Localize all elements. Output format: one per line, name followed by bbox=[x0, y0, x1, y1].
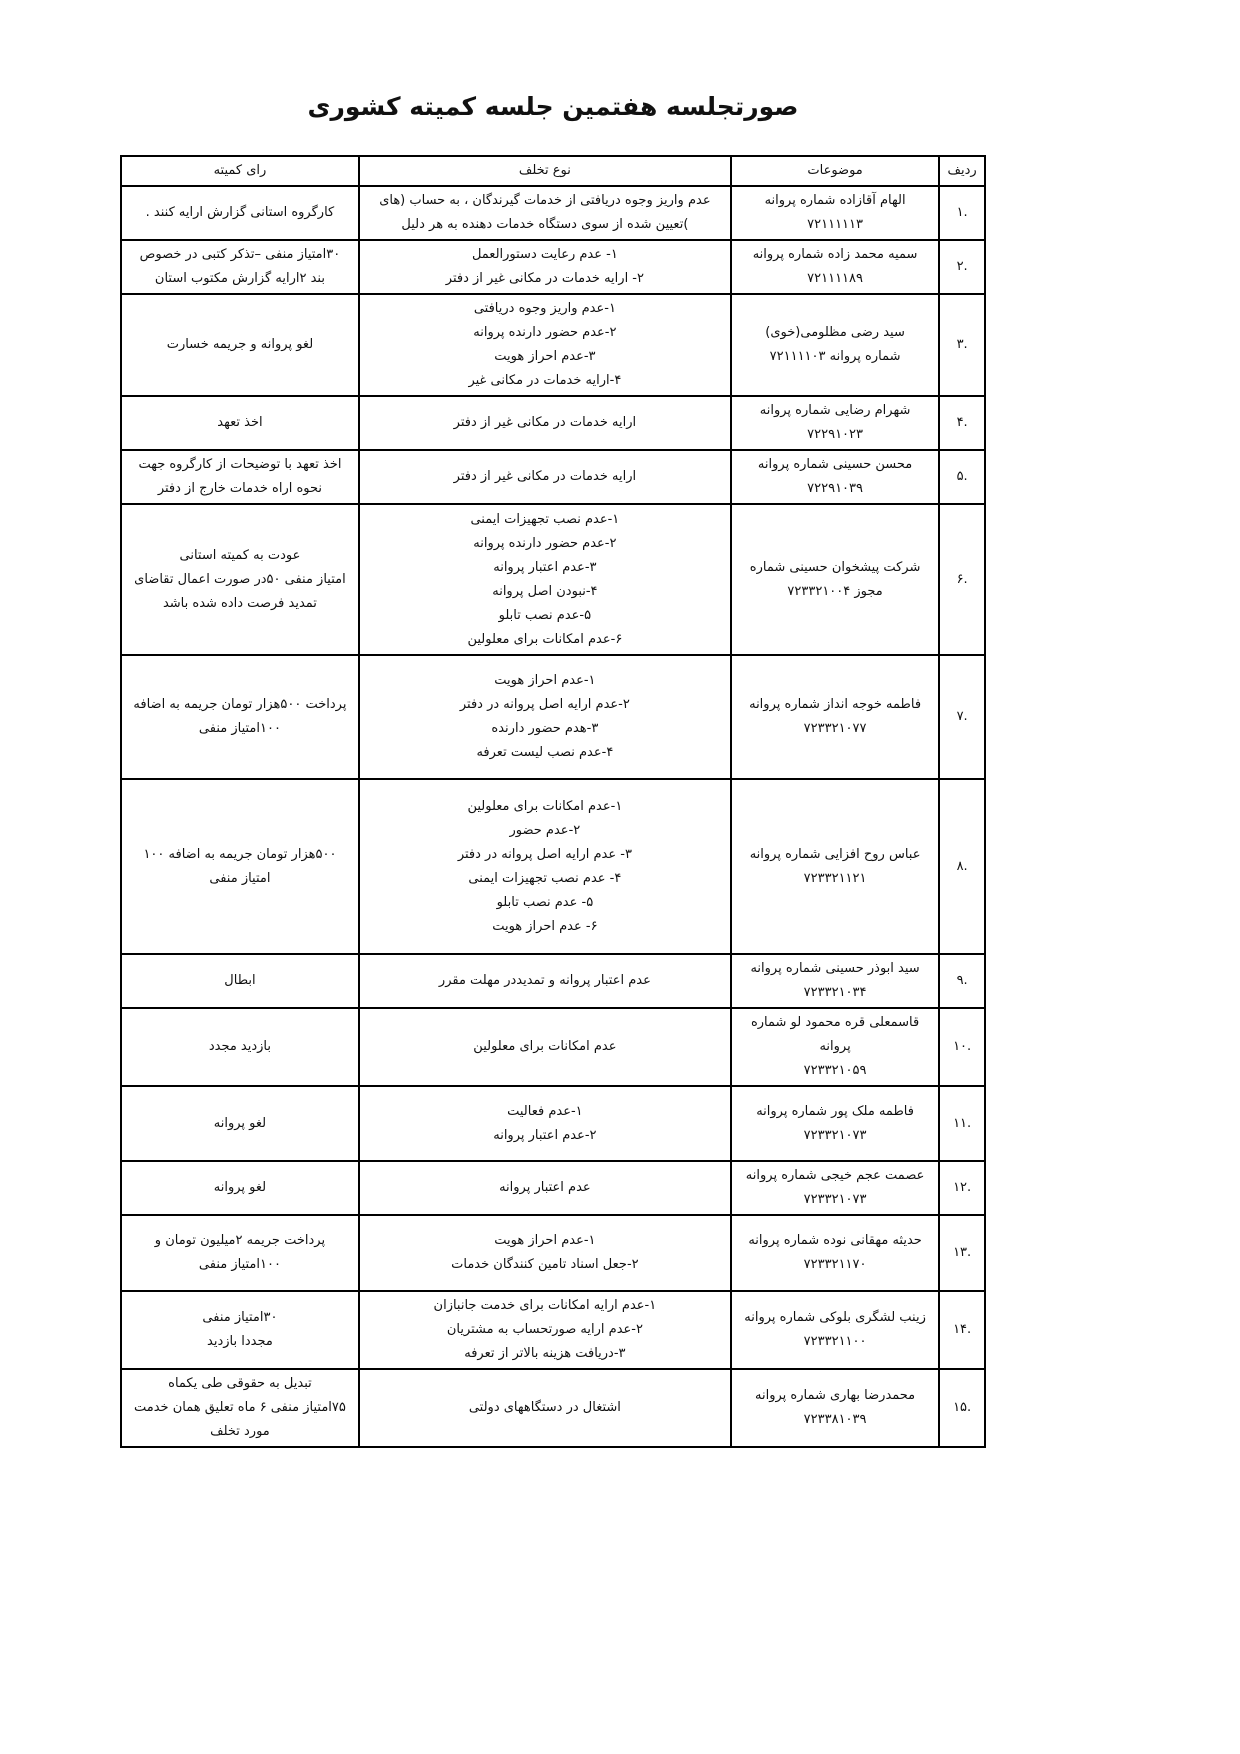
cell-index bbox=[939, 294, 985, 396]
cell-index bbox=[939, 1215, 985, 1291]
table-row bbox=[121, 504, 985, 655]
cell-decision bbox=[121, 1086, 359, 1161]
violation-line: ارایه خدمات در مکانی غیر از دفتر bbox=[453, 469, 637, 484]
decision-line: کارگروه استانی گزارش ارایه کنند . bbox=[145, 205, 335, 220]
cell-violation bbox=[359, 1369, 731, 1447]
cell-subject bbox=[731, 450, 939, 504]
decision-line: ۱۰۰امتیاز منفی bbox=[198, 721, 281, 736]
violation-line: ۲-عدم ارایه اصل پروانه در دفتر bbox=[459, 697, 630, 712]
subject-line: شهرام رضایی شماره پروانه bbox=[759, 403, 911, 418]
row-number: .۷ bbox=[956, 709, 968, 724]
page-title: صورتجلسه هفتمین جلسه کمیته کشوری bbox=[307, 92, 799, 121]
decision-line: مورد تخلف bbox=[210, 1424, 270, 1439]
cell-violation bbox=[359, 779, 731, 954]
decision-line: ۳۰امتیاز منفی –تذکر کتبی در خصوص bbox=[139, 247, 341, 262]
cell-violation bbox=[359, 1291, 731, 1369]
cell-decision bbox=[121, 1161, 359, 1215]
decision-line: اخذ تعهد bbox=[217, 415, 263, 430]
cell-violation bbox=[359, 655, 731, 779]
decision-line: ۳۰امتیاز منفی bbox=[202, 1310, 278, 1325]
table-row bbox=[121, 240, 985, 294]
subject-line: عباس روح افزایی شماره پروانه bbox=[749, 846, 921, 862]
row-number: .۱۳ bbox=[953, 1245, 972, 1260]
decision-line: اخذ تعهد با توضیحات از کارگروه جهت bbox=[138, 457, 342, 472]
cell-subject bbox=[731, 1215, 939, 1291]
cell-index bbox=[939, 1086, 985, 1161]
row-number: .۱۱ bbox=[953, 1115, 972, 1131]
row-number: .۱۲ bbox=[953, 1180, 972, 1195]
violation-line: ۵-عدم نصب تابلو bbox=[498, 607, 592, 623]
decision-line: بند ۲ارایه گزارش مکتوب استان bbox=[154, 271, 325, 286]
violation-line: ۳-عدم احراز هویت bbox=[494, 349, 596, 364]
decision-line: لغو پروانه bbox=[213, 1180, 267, 1195]
violation-line: ۱-عدم ارایه امکانات برای خدمت جانبازان bbox=[433, 1298, 657, 1313]
cell-violation bbox=[359, 1161, 731, 1215]
decision-line: لغو پروانه و جریمه خسارت bbox=[166, 337, 314, 352]
subject-line: الهام آقازاده شماره پروانه bbox=[764, 193, 906, 208]
subject-line: سید ابوذر حسینی شماره پروانه bbox=[750, 961, 920, 976]
violation-line: ۲-عدم حضور bbox=[509, 822, 581, 838]
decision-line: ۷۵امتیاز منفی ۶ ماه تعلیق همان خدمت bbox=[133, 1400, 346, 1415]
cell-decision bbox=[121, 396, 359, 450]
cell-subject bbox=[731, 1369, 939, 1447]
cell-subject bbox=[731, 1086, 939, 1161]
decision-line: تمدید فرصت داده شده باشد bbox=[162, 595, 317, 611]
cell-decision bbox=[121, 1215, 359, 1291]
violation-line: ۳- عدم ارایه اصل پروانه در دفتر bbox=[457, 846, 632, 862]
header-index: ردیف bbox=[939, 156, 985, 186]
cell-violation bbox=[359, 186, 731, 240]
subject-line: ۷۲۱۱۱۱۸۹ bbox=[807, 271, 863, 286]
cell-subject bbox=[731, 954, 939, 1008]
table-row bbox=[121, 450, 985, 504]
table-row bbox=[121, 1369, 985, 1447]
subject-line: ۷۲۳۳۲۱۱۲۱ bbox=[803, 870, 867, 886]
cell-subject bbox=[731, 1008, 939, 1086]
cell-subject bbox=[731, 504, 939, 655]
violation-line: ۱-عدم نصب تجهیزات ایمنی bbox=[470, 511, 620, 527]
subject-line: ۷۲۳۳۲۱۰۷۳ bbox=[803, 1127, 867, 1143]
violation-line: ۴-ارایه خدمات در مکانی غیر bbox=[468, 373, 622, 388]
violation-line: )تعیین شده از سوی دستگاه خدمات دهنده به هر دلیل bbox=[401, 217, 689, 232]
cell-decision bbox=[121, 240, 359, 294]
row-number: .۹ bbox=[956, 973, 968, 988]
violation-line: ۴- عدم نصب تجهیزات ایمنی bbox=[468, 870, 622, 886]
table-row bbox=[121, 1291, 985, 1369]
subject-line: ۷۲۳۳۲۱۰۵۹ bbox=[803, 1063, 867, 1078]
table-row bbox=[121, 186, 985, 240]
cell-index bbox=[939, 186, 985, 240]
cell-decision bbox=[121, 450, 359, 504]
violation-line: ۲- ارایه خدمات در مکانی غیر از دفتر bbox=[445, 271, 644, 286]
violation-line: ۶-عدم امکانات برای معلولین bbox=[467, 631, 623, 647]
cell-decision bbox=[121, 954, 359, 1008]
violation-line: ۴-عدم نصب لیست تعرفه bbox=[476, 745, 614, 760]
subject-line: ۷۲۳۳۸۱۰۳۹ bbox=[803, 1412, 867, 1427]
violation-line: ۱-عدم امکانات برای معلولین bbox=[467, 798, 623, 814]
cell-decision bbox=[121, 1369, 359, 1447]
row-number: .۱ bbox=[956, 205, 968, 220]
decision-line: امتیاز منفی bbox=[209, 870, 271, 886]
violation-line: ۱-عدم واریز وجوه دریافتی bbox=[473, 301, 616, 316]
subject-line: شماره پروانه ۷۲۱۱۱۱۰۳ bbox=[769, 349, 901, 364]
table-row bbox=[121, 1008, 985, 1086]
cell-decision bbox=[121, 294, 359, 396]
decision-line: لغو پروانه bbox=[213, 1115, 267, 1131]
cell-subject bbox=[731, 655, 939, 779]
violation-line: ۳-عدم اعتبار پروانه bbox=[493, 559, 597, 575]
violation-line: ۲-عدم ارایه صورتحساب به مشتریان bbox=[446, 1322, 643, 1337]
violation-line: ۶- عدم احراز هویت bbox=[492, 918, 598, 934]
table-row bbox=[121, 294, 985, 396]
cell-subject bbox=[731, 294, 939, 396]
cell-violation bbox=[359, 1086, 731, 1161]
cell-index bbox=[939, 954, 985, 1008]
violation-line: ۲-عدم اعتبار پروانه bbox=[493, 1127, 597, 1143]
header-violation: نوع تخلف bbox=[359, 156, 731, 186]
subject-line: فاطمه خوجه انداز شماره پروانه bbox=[749, 697, 922, 712]
decision-line: مجددا بازدید bbox=[207, 1334, 273, 1349]
cell-index bbox=[939, 1369, 985, 1447]
cell-index bbox=[939, 396, 985, 450]
subject-line: سید رضی مظلومی(خوی) bbox=[765, 325, 905, 340]
cell-subject bbox=[731, 240, 939, 294]
cell-violation bbox=[359, 1008, 731, 1086]
cell-index bbox=[939, 240, 985, 294]
row-number: .۳ bbox=[956, 337, 968, 352]
subject-line: محمدرضا بهاری شماره پروانه bbox=[755, 1388, 916, 1403]
subject-line: حدیثه مهقانی نوده شماره پروانه bbox=[748, 1233, 922, 1248]
cell-violation bbox=[359, 504, 731, 655]
subject-line: ۷۲۱۱۱۱۱۳ bbox=[807, 217, 863, 232]
subject-line: ۷۲۳۳۲۱۱۷۰ bbox=[803, 1257, 867, 1272]
table-row bbox=[121, 779, 985, 954]
cell-decision bbox=[121, 186, 359, 240]
violation-line: ۱-عدم احراز هویت bbox=[494, 1233, 596, 1248]
violation-line: عدم واریز وجوه دریافتی از خدمات گیرندگان ، به حساب (های bbox=[379, 193, 711, 208]
table-row bbox=[121, 1161, 985, 1215]
cell-index bbox=[939, 1291, 985, 1369]
decision-line: پرداخت ۵۰۰هزار تومان جریمه به اضافه bbox=[133, 697, 347, 712]
cell-index bbox=[939, 779, 985, 954]
cell-violation bbox=[359, 294, 731, 396]
violation-line: عدم امکانات برای معلولین bbox=[473, 1039, 617, 1054]
table-row bbox=[121, 396, 985, 450]
subject-line: ۷۲۳۳۲۱۰۷۳ bbox=[803, 1192, 867, 1207]
subject-line: ۷۲۲۹۱۰۲۳ bbox=[807, 427, 863, 442]
violation-line: ۳-دریافت هزینه بالاتر از تعرفه bbox=[464, 1346, 626, 1361]
violation-line: ۲-جعل اسناد تامین کنندگان خدمات bbox=[451, 1257, 639, 1272]
subject-line: ۷۲۳۳۲۱۱۰۰ bbox=[803, 1334, 867, 1349]
cell-index bbox=[939, 504, 985, 655]
subject-line: قاسمعلی قره محمود لو شماره پروانه bbox=[750, 1015, 920, 1054]
subject-line: محسن حسینی شماره پروانه bbox=[757, 457, 913, 472]
decision-line: ۵۰۰هزار تومان جریمه به اضافه ۱۰۰ bbox=[143, 846, 337, 862]
decision-line: عودت به کمیته استانی bbox=[179, 547, 301, 563]
violation-line: ۴-نبودن اصل پروانه bbox=[492, 583, 598, 599]
violation-line: عدم اعتبار پروانه bbox=[499, 1180, 591, 1195]
minutes-table bbox=[120, 155, 986, 1448]
row-number: .۴ bbox=[956, 415, 968, 430]
cell-decision bbox=[121, 1008, 359, 1086]
row-number: .۲ bbox=[956, 259, 968, 274]
violation-line: اشتغال در دستگاههای دولتی bbox=[468, 1400, 621, 1415]
table-row bbox=[121, 1086, 985, 1161]
decision-line: نحوه اراه خدمات خارج از دفتر bbox=[157, 481, 323, 496]
subject-line: مجوز ۷۲۳۳۲۱۰۰۴ bbox=[787, 583, 883, 599]
subject-line: شرکت پیشخوان حسینی شماره bbox=[749, 559, 921, 575]
table-row bbox=[121, 655, 985, 779]
table-row bbox=[121, 1215, 985, 1291]
cell-violation bbox=[359, 396, 731, 450]
cell-violation bbox=[359, 1215, 731, 1291]
cell-index bbox=[939, 655, 985, 779]
cell-subject bbox=[731, 779, 939, 954]
cell-violation bbox=[359, 240, 731, 294]
violation-line: ۲-عدم حضور دارنده پروانه bbox=[473, 325, 617, 340]
violation-line: ۲-عدم حضور دارنده پروانه bbox=[473, 535, 617, 551]
violation-line: ۵- عدم نصب تابلو bbox=[496, 894, 594, 910]
cell-subject bbox=[731, 1291, 939, 1369]
table-row bbox=[121, 954, 985, 1008]
cell-index bbox=[939, 1008, 985, 1086]
header-decision: رای کمیته bbox=[121, 156, 359, 186]
cell-subject bbox=[731, 1161, 939, 1215]
row-number: .۶ bbox=[956, 571, 968, 587]
violation-line: ۱-عدم فعالیت bbox=[507, 1103, 583, 1119]
row-number: .۵ bbox=[956, 469, 968, 484]
violation-line: ارایه خدمات در مکانی غیر از دفتر bbox=[453, 415, 637, 430]
row-number: .۱۴ bbox=[953, 1322, 972, 1337]
cell-subject bbox=[731, 186, 939, 240]
subject-line: ۷۲۳۳۲۱۰۷۷ bbox=[803, 721, 867, 736]
decision-line: تبدیل به حقوقی طی یکماه bbox=[168, 1376, 312, 1391]
cell-subject bbox=[731, 396, 939, 450]
violation-line: ۱-عدم احراز هویت bbox=[494, 673, 596, 688]
cell-index bbox=[939, 450, 985, 504]
subject-line: ۷۲۳۳۲۱۰۳۴ bbox=[803, 985, 867, 1000]
row-number: .۸ bbox=[956, 858, 968, 874]
decision-line: پرداخت جریمه ۲میلیون تومان و bbox=[154, 1233, 326, 1248]
decision-line: امتیاز منفی ۵۰در صورت اعمال تقاضای bbox=[134, 571, 346, 587]
cell-index bbox=[939, 1161, 985, 1215]
cell-violation bbox=[359, 954, 731, 1008]
subject-line: ۷۲۲۹۱۰۳۹ bbox=[807, 481, 863, 496]
violation-line: ۱- عدم رعایت دستورالعمل bbox=[471, 247, 618, 262]
subject-line: فاطمه ملک پور شماره پروانه bbox=[756, 1103, 914, 1119]
cell-decision bbox=[121, 504, 359, 655]
cell-violation bbox=[359, 450, 731, 504]
row-number: .۱۵ bbox=[953, 1400, 972, 1415]
cell-decision bbox=[121, 779, 359, 954]
violation-line: ۳-هدم حضور دارنده bbox=[491, 721, 599, 736]
violation-line: عدم اعتبار پروانه و تمدیددر مهلت مقرر bbox=[438, 973, 651, 988]
cell-decision bbox=[121, 1291, 359, 1369]
subject-line: سمیه محمد زاده شماره پروانه bbox=[752, 247, 918, 262]
subject-line: زینب لشگری بلوکی شماره پروانه bbox=[744, 1310, 926, 1325]
subject-line: عصمت عجم خیجی شماره پروانه bbox=[745, 1168, 925, 1183]
decision-line: ۱۰۰امتیاز منفی bbox=[198, 1257, 281, 1272]
table-header-row bbox=[121, 156, 985, 186]
row-number: .۱۰ bbox=[953, 1039, 972, 1054]
header-subject: موضوعات bbox=[731, 156, 939, 186]
cell-decision bbox=[121, 655, 359, 779]
decision-line: بازدید مجدد bbox=[208, 1039, 272, 1054]
decision-line: ابطال bbox=[224, 973, 256, 988]
